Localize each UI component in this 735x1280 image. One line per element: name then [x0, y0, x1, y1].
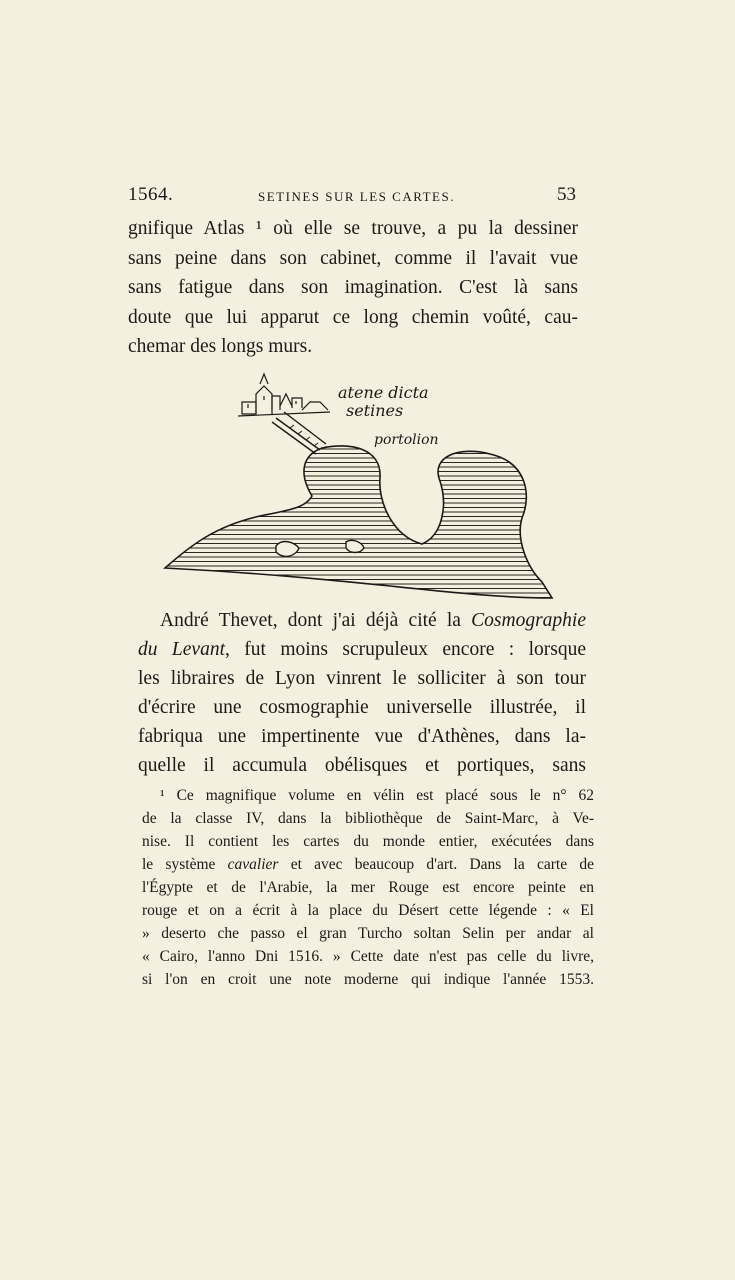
text-run: André Thevet, dont j'ai déjà cité la: [160, 610, 472, 631]
book-title: du Levant: [138, 639, 225, 660]
emphasis: cavalier: [227, 856, 279, 873]
footnote-line: ¹ Ce magnifique volume en vélin est placé sous le n° 62: [160, 787, 594, 804]
footnote-line: rouge et on a écrit à la place du Désert cette légende : « El: [142, 902, 594, 919]
land-mass: [165, 446, 552, 598]
label-setines: setines: [346, 401, 404, 420]
text-run: , fut moins scrupuleux encore : lorsque: [224, 639, 586, 660]
footnote-line: nise. Il contient les cartes du monde entier, exécutées dans: [142, 833, 594, 850]
paragraph-1: [128, 214, 578, 362]
text-run: et avec beaucoup d'art. Dans la carte de: [278, 856, 594, 873]
text-line: [138, 635, 586, 664]
label-atene: atene dicta: [338, 383, 429, 402]
text-line: sans peine dans son cabinet, comme il l'avait vue: [128, 247, 578, 269]
text-line: [138, 606, 586, 635]
text-run: le système: [142, 856, 228, 873]
city-sketch: [238, 374, 330, 416]
footnote-line: de la classe IV, dans la bibliothèque de Saint-Marc, à Ve-: [142, 810, 594, 827]
text-line: fabriqua une impertinente vue d'Athènes, dans la-: [138, 726, 586, 747]
text-line: gnifique Atlas ¹ où elle se trouve, a pu la dessiner: [128, 218, 578, 239]
header-title: SETINES SUR LES CARTES.: [258, 189, 455, 204]
footnote: [142, 784, 594, 991]
map-illustration: [160, 366, 560, 606]
text-line: quelle il accumula obélisques et portiques, sans: [138, 755, 586, 776]
footnote-line: l'Égypte et de l'Arabie, la mer Rouge est encore peinte en: [142, 879, 594, 896]
footnote-line: « Cairo, l'anno Dni 1516. » Cette date n'est pas celle du livre,: [142, 948, 594, 965]
text-line: d'écrire une cosmographie universelle illustrée, il: [138, 697, 586, 718]
book-title: Cosmographie: [471, 610, 586, 631]
header-year: 1564.: [128, 184, 174, 205]
running-header: [128, 184, 576, 214]
footnote-line: si l'on en croit une note moderne qui indique l'année 1553.: [142, 971, 594, 988]
page-number: 53: [557, 184, 576, 205]
text-line: les libraires de Lyon vinrent le solliciter à son tour: [138, 668, 586, 689]
footnote-line: » deserto che passo el gran Turcho soltan Selin per andar al: [142, 925, 594, 942]
text-line: sans fatigue dans son imagination. C'est là sans: [128, 277, 578, 298]
label-portolion: portolion: [374, 432, 439, 448]
text-line: doute que lui apparut ce long chemin voûté, cau-: [128, 306, 578, 328]
footnote-line: [142, 853, 594, 876]
text-line: chemar des longs murs.: [128, 336, 313, 357]
paragraph-2: [138, 606, 586, 780]
